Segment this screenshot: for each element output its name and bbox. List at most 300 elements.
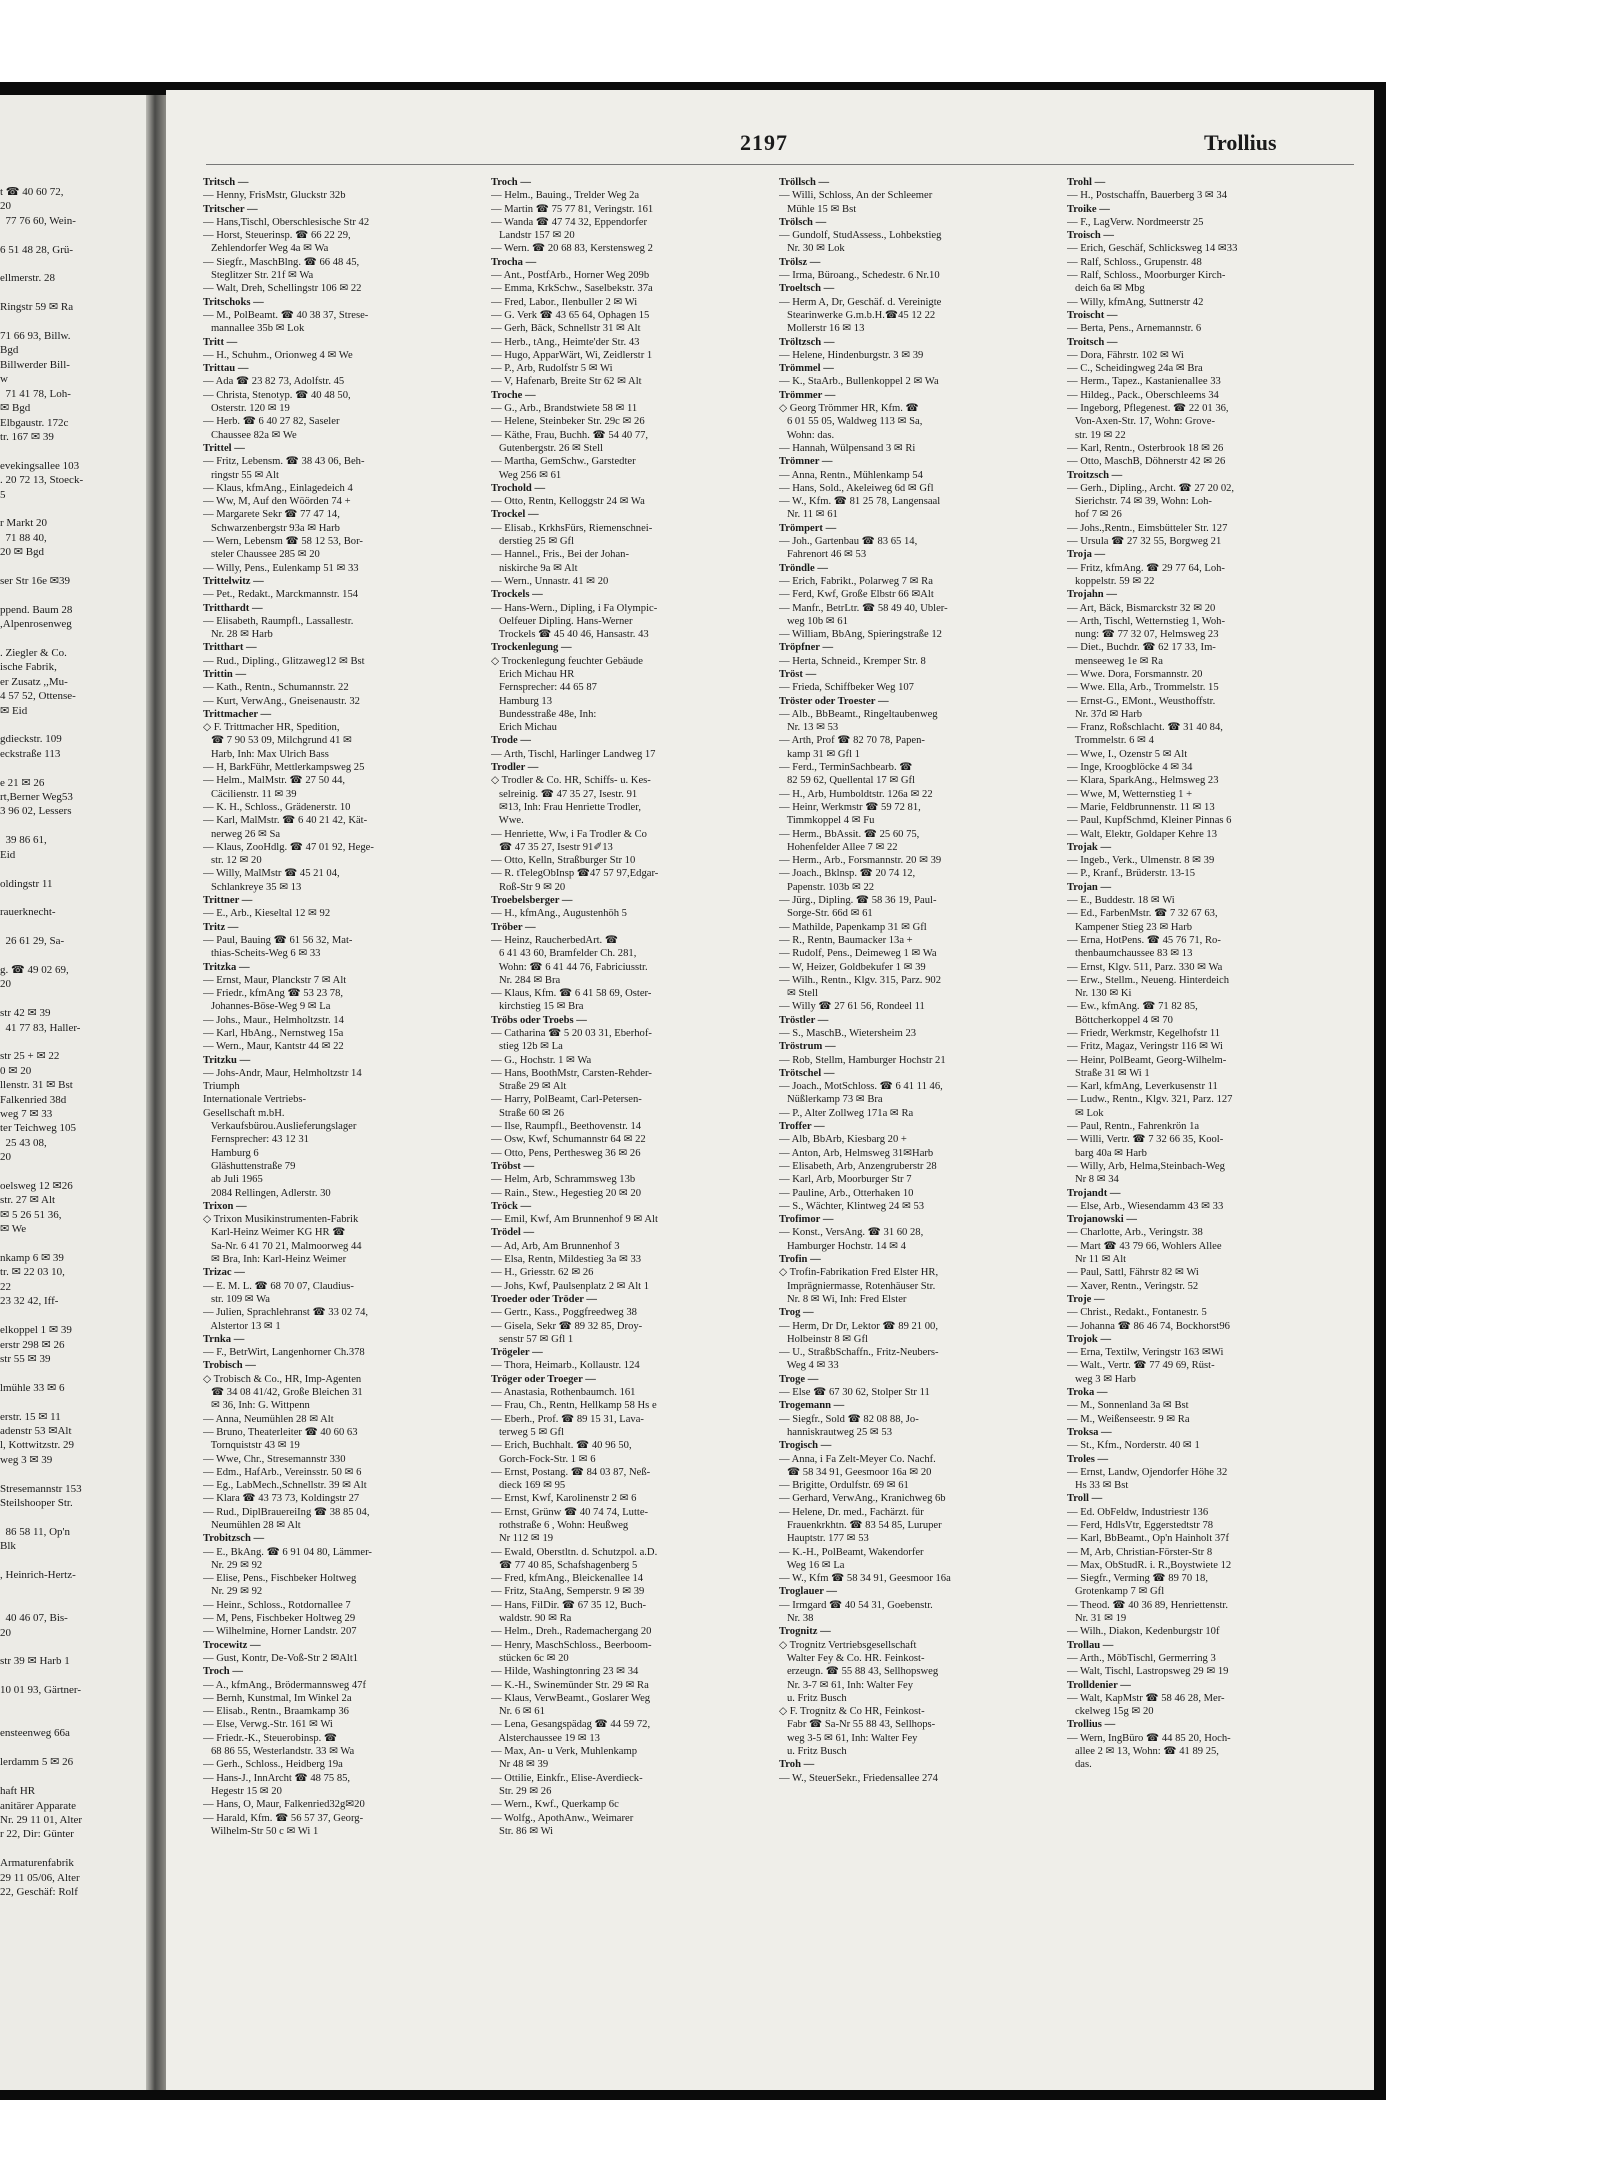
directory-entry: — Henny, FrisMstr, Gluckstr 32b <box>203 190 346 202</box>
left-page-line <box>0 718 146 732</box>
directory-entry: Trodler — <box>491 762 539 774</box>
directory-entry: — Karl, MalMstr. ☎ 6 40 21 42, Kät- <box>203 815 368 827</box>
directory-entry: — Wwe, I., Ozenstr 5 ✉ Alt <box>1067 748 1188 760</box>
directory-entry: ☎ 7 90 53 09, Milchgrund 41 ✉ <box>203 735 352 747</box>
directory-column-2 <box>491 176 773 1838</box>
directory-entry: — Johs., Maur., Helmholtzstr. 14 <box>203 1014 344 1026</box>
directory-entry: stieg 12b ✉ La <box>491 1041 563 1053</box>
directory-entry: 82 59 62, Quellental 17 ✉ Gfl <box>779 775 915 787</box>
directory-entry: Trogemann — <box>779 1400 845 1412</box>
left-page-line: 25 43 08, <box>0 1136 47 1149</box>
directory-entry: Cäcilienstr. 11 ✉ 39 <box>203 788 297 800</box>
directory-entry: — Kurt, VerwAng., Gneisenaustr. 32 <box>203 695 360 707</box>
directory-entry: — Ursula ☎ 27 32 55, Borgweg 21 <box>1067 536 1222 548</box>
directory-entry: Zehlendorfer Weg 4a ✉ Wa <box>203 243 329 255</box>
directory-entry: Wwe. <box>491 815 524 827</box>
directory-entry: — Ada ☎ 23 82 73, Adolfstr. 45 <box>203 376 345 388</box>
left-page-line: , Heinrich-Hertz- <box>0 1569 76 1581</box>
directory-entry: — Wilh., Diakon, Kedenburgstr 10f <box>1067 1626 1220 1638</box>
left-page-line <box>0 1712 146 1726</box>
directory-entry: — Hannah, Wülpensand 3 ✉ Ri <box>779 442 916 454</box>
directory-entry: Trobisch — <box>203 1360 256 1372</box>
directory-entry: Trobitzsch — <box>203 1533 265 1545</box>
left-page-line: Steilshooper Str. <box>0 1496 73 1509</box>
left-page-line <box>0 1554 146 1568</box>
left-page-line: erstr 298 ✉ 26 <box>0 1338 65 1351</box>
directory-entry: — W., Kfm. ☎ 81 25 78, Langensaal <box>779 496 941 508</box>
left-page-line: 77 76 60, Wein- <box>0 214 76 227</box>
directory-entry: ◇ Trognitz Vertriebsgesellschaft <box>779 1639 917 1651</box>
directory-entry: Tritzku — <box>203 1054 251 1066</box>
directory-entry: — Eg., LabMech.,Schnellstr. 39 ✉ Alt <box>203 1480 367 1492</box>
directory-entry: — Emil, Kwf, Am Brunnenhof 9 ✉ Alt <box>491 1214 658 1226</box>
left-page-line: nkamp 6 ✉ 39 <box>0 1252 64 1265</box>
directory-entry: — Helm, Arb, Schrammsweg 13b <box>491 1174 636 1186</box>
directory-entry: — Ottilie, Einkfr., Elise-Averdieck- <box>491 1772 643 1784</box>
directory-column-3 <box>779 176 1061 1838</box>
book-gutter <box>146 95 166 2090</box>
directory-entry: Tröbs oder Troebs — <box>491 1014 587 1026</box>
directory-entry: — Elise, Pens., Fischbeker Holtweg <box>203 1573 357 1585</box>
directory-entry: Mollerstr 16 ✉ 13 <box>779 323 865 335</box>
left-page-line: Stresemannstr 153 <box>0 1482 82 1495</box>
directory-entry: — Otto, MaschB, Döhnerstr 42 ✉ 26 <box>1067 456 1226 468</box>
directory-entry: — Hilde, Washingtonring 23 ✉ 34 <box>491 1666 639 1678</box>
directory-entry: — Siegfr., Verming ☎ 89 70 18, <box>1067 1573 1209 1585</box>
directory-entry: — G., Arb., Brandstwiete 58 ✉ 11 <box>491 403 638 415</box>
directory-entry: Hohenfelder Allee 7 ✉ 22 <box>779 841 898 853</box>
directory-entry: Trockel — <box>491 509 539 521</box>
directory-entry: — E., BkAng. ☎ 6 91 04 80, Lämmer- <box>203 1546 372 1558</box>
directory-entry: Troglauer — <box>779 1586 837 1598</box>
left-page-line: ische Fabrik, <box>0 661 57 674</box>
directory-entry: Trockenlegung — <box>491 642 572 654</box>
directory-entry: Tröger oder Troeger — <box>491 1373 596 1385</box>
directory-entry: menseeweg 1e ✉ Ra <box>1067 655 1163 667</box>
left-page-line <box>0 1035 146 1049</box>
directory-entry: Tritz — <box>203 921 239 933</box>
directory-entry: — M, Pens, Fischbeker Holtweg 29 <box>203 1613 356 1625</box>
directory-entry: — Klara, SparkAng., Helmsweg 23 <box>1067 775 1219 787</box>
left-page-line: Armaturenfabrik <box>0 1857 74 1870</box>
directory-entry: Trognitz — <box>779 1626 831 1638</box>
directory-entry: Weg 16 ✉ La <box>779 1559 845 1571</box>
left-page-line: 71 66 93, Billw. <box>0 330 71 343</box>
left-page-line: 39 86 61, <box>0 834 47 847</box>
directory-entry: — Else ☎ 67 30 62, Stolper Str 11 <box>779 1387 930 1399</box>
left-page-line: tr. ✉ 22 03 10, <box>0 1266 65 1279</box>
directory-entry: — Ferd, HdlsVtr, Eggerstedtstr 78 <box>1067 1519 1214 1531</box>
left-page-line: 22, Geschäf: Rolf <box>0 1885 78 1898</box>
directory-entry: Nr 112 ✉ 19 <box>491 1533 554 1545</box>
directory-entry: Nr 11 ✉ Alt <box>1067 1254 1127 1266</box>
directory-entry: selreinig. ☎ 47 35 27, Isestr. 91 <box>491 788 638 800</box>
directory-entry: — Dora, Fährstr. 102 ✉ Wi <box>1067 349 1184 361</box>
left-page-line <box>0 1165 146 1179</box>
directory-entry: Steglitzer Str. 21f ✉ Wa <box>203 270 314 282</box>
directory-entry: — Anton, Arb, Helmsweg 31✉Harb <box>779 1147 934 1159</box>
directory-entry: ◇ Trodler & Co. HR, Schiffs- u. Kes- <box>491 775 651 787</box>
directory-entry: — Karl, Rentn., Osterbrook 18 ✉ 26 <box>1067 442 1224 454</box>
directory-entry: Gläshuttenstraße 79 <box>203 1160 296 1172</box>
directory-entry: Trofin — <box>779 1254 821 1266</box>
directory-entry: — K.-H., Swinemünder Str. 29 ✉ Ra <box>491 1679 649 1691</box>
left-page-line: 10 01 93, Gärtner- <box>0 1684 82 1697</box>
left-page-line: str 25 + ✉ 22 <box>0 1050 60 1063</box>
directory-entry: derstieg 25 ✉ Gfl <box>491 536 575 548</box>
left-page-line: str. 27 ✉ Alt <box>0 1194 56 1207</box>
directory-entry: — W., SteuerSekr., Friedensallee 274 <box>779 1772 938 1784</box>
left-page-line: 41 77 83, Haller- <box>0 1021 81 1034</box>
directory-entry: — Helm., MalMstr. ☎ 27 50 44, <box>203 775 346 787</box>
left-page-line <box>0 560 146 574</box>
directory-entry: Trittin — <box>203 668 247 680</box>
directory-entry: — Hildeg., Pack., Oberschleems 34 <box>1067 389 1219 401</box>
left-page-line: ✉ Eid <box>0 704 28 717</box>
left-page-line: 26 61 29, Sa- <box>0 935 65 948</box>
directory-entry: — P., Kranf., Brüderstr. 13-15 <box>1067 868 1195 880</box>
directory-entry: Triumph <box>203 1081 240 1093</box>
directory-entry: Tornquiststr 43 ✉ 19 <box>203 1440 300 1452</box>
directory-entry: das. <box>1067 1759 1092 1771</box>
directory-entry: Tritthardt — <box>203 602 263 614</box>
directory-entry: Hs 33 ✉ Bst <box>1067 1480 1129 1492</box>
left-page-line <box>0 1467 146 1481</box>
directory-entry: — Walt., Vertr. ☎ 77 49 69, Rüst- <box>1067 1360 1215 1372</box>
directory-entry: Oelfeuer Dipling. Hans-Werner <box>491 615 633 627</box>
directory-entry: — F., BetrWirt, Langenhorner Ch.378 <box>203 1347 365 1359</box>
directory-entry: Trockels — <box>491 589 543 601</box>
directory-entry: — Elisab., Rentn., Braamkamp 36 <box>203 1706 349 1718</box>
left-page-line: str 42 ✉ 39 <box>0 1007 51 1020</box>
directory-entry: — P., Arb, Rudolfstr 5 ✉ Wi <box>491 363 613 375</box>
directory-entry: — Ludw., Rentn., Klgv. 321, Parz. 127 <box>1067 1094 1233 1106</box>
left-page-line: anitärer Apparate <box>0 1799 77 1812</box>
directory-entry: Trittau — <box>203 363 249 375</box>
directory-entry: Fernsprecher: 43 12 31 <box>203 1134 309 1146</box>
directory-entry: u. Fritz Busch <box>779 1746 847 1758</box>
directory-entry: — Wern., Maur, Kantstr 44 ✉ 22 <box>203 1041 344 1053</box>
directory-entry: — K., StaArb., Bullenkoppel 2 ✉ Wa <box>779 376 939 388</box>
left-page-line: g. ☎ 49 02 69, <box>0 963 69 976</box>
directory-entry: — Joach., Bklnsp. ☎ 20 74 12, <box>779 868 916 880</box>
left-page-line: rt,Berner Weg53 <box>0 791 73 804</box>
directory-entry: — H., Postschaffn, Bauerberg 3 ✉ 34 <box>1067 190 1228 202</box>
directory-entry: Nr. 38 <box>779 1613 814 1625</box>
directory-entry: — Inge, Kroogblöcke 4 ✉ 34 <box>1067 762 1193 774</box>
directory-entry: — Mathilde, Papenkamp 31 ✉ Gfl <box>779 921 927 933</box>
directory-entry: ✉ Stell <box>779 988 818 1000</box>
directory-entry: waldstr. 90 ✉ Ra <box>491 1613 572 1625</box>
directory-entry: Nr. 8 ✉ Wi, Inh: Fred Elster <box>779 1293 907 1305</box>
directory-entry: Trittel — <box>203 442 245 454</box>
header-rule <box>206 164 1354 165</box>
directory-entry: Osterstr. 120 ✉ 19 <box>203 403 290 415</box>
directory-entry: Trolldenier — <box>1067 1679 1131 1691</box>
directory-entry: ◇ Trobisch & Co., HR, Imp-Agenten <box>203 1373 362 1385</box>
directory-entry: Wilhelm-Str 50 c ✉ Wi 1 <box>203 1825 319 1837</box>
directory-entry: Tritt — <box>203 336 238 348</box>
directory-entry: — Erich, Fabrikt., Polarweg 7 ✉ Ra <box>779 575 933 587</box>
left-page-line: str 39 ✉ Harb 1 <box>0 1655 70 1668</box>
directory-entry: Karl-Heinz Weimer KG HR ☎ <box>203 1227 346 1239</box>
directory-entry: — S., MaschB., Wietersheim 23 <box>779 1028 917 1039</box>
left-page-line: 86 58 11, Op'n <box>0 1525 71 1538</box>
directory-entry: — Rob, Stellm, Hamburger Hochstr 21 <box>779 1054 946 1066</box>
directory-entry: Troisch — <box>1067 230 1114 242</box>
directory-entry: Trittner — <box>203 895 253 907</box>
left-page-line: str 55 ✉ 39 <box>0 1352 51 1365</box>
directory-entry: — Ferd., TerminSachbearb. ☎ <box>779 762 913 774</box>
directory-entry: Troebelsberger — <box>491 895 573 907</box>
directory-entry: Frauenkrkhtn. ☎ 83 54 85, Luruper <box>779 1519 942 1531</box>
left-page-line <box>0 920 146 934</box>
directory-entry: niskirche 9a ✉ Alt <box>491 562 578 574</box>
directory-entry: — Ingeborg, Pflegenest. ☎ 22 01 36, <box>1067 403 1229 415</box>
directory-entry: str. 109 ✉ Wa <box>203 1293 270 1305</box>
directory-entry: — Christ., Redakt., Fontanestr. 5 <box>1067 1307 1207 1319</box>
directory-entry: — William, BbAng, Spieringstraße 12 <box>779 629 942 641</box>
left-page-line: Nr. 29 11 01, Alter <box>0 1813 83 1826</box>
directory-entry: — A., kfmAng., Brödermannsweg 47f <box>203 1679 367 1691</box>
directory-entry: — Thora, Heimarb., Kollaustr. 124 <box>491 1360 640 1372</box>
directory-entry: — Gerh., Dipling., Archt. ☎ 27 20 02, <box>1067 482 1235 494</box>
directory-entry: — Wern., Unnastr. 41 ✉ 20 <box>491 575 609 587</box>
left-page-line: r Markt 20 <box>0 517 48 530</box>
directory-entry: — Hans, Sold., Akeleiweg 6d ✉ Gfl <box>779 482 934 494</box>
directory-entry: — Wern, Lebensm ☎ 58 12 53, Bor- <box>203 536 363 548</box>
directory-entry: Hamburg 13 <box>491 695 553 707</box>
left-page-line: rauerknecht- <box>0 906 56 919</box>
directory-entry: Schlankreye 35 ✉ 13 <box>203 881 302 893</box>
left-page-line: evekingsallee 103 <box>0 459 80 472</box>
directory-entry: thenbaumchaussee 83 ✉ 13 <box>1067 948 1193 960</box>
directory-entry: — Fred, kfmAng., Bleickenallee 14 <box>491 1573 644 1585</box>
directory-entry: — Arth, Tischl, Wetternstieg 1, Woh- <box>1067 615 1225 627</box>
directory-entry: — Lena, Gesangspädag ☎ 44 59 72, <box>491 1719 651 1731</box>
directory-entry: — R., Rentn, Baumacker 13a + <box>779 934 913 946</box>
left-page-line <box>0 1309 146 1323</box>
directory-entry: weg 10b ✉ 61 <box>779 615 848 627</box>
directory-entry: Trojan — <box>1067 881 1112 893</box>
directory-entry: Trollau — <box>1067 1639 1114 1651</box>
left-page-line: gdieckstr. 109 <box>0 733 62 746</box>
directory-entry: Schwarzenbergstr 93a ✉ Harb <box>203 522 340 534</box>
directory-entry: — Gerhard, VerwAng., Kranichweg 6b <box>779 1493 946 1505</box>
directory-entry: Walter Fey & Co. HR. Feinkost- <box>779 1652 925 1664</box>
directory-entry: Nr. 11 ✉ 61 <box>779 509 838 521</box>
directory-entry: Trölsch — <box>779 216 827 228</box>
directory-entry: Troike — <box>1067 203 1110 215</box>
directory-entry: — Helene, Hindenburgstr. 3 ✉ 39 <box>779 349 924 361</box>
directory-entry: Fahrenort 46 ✉ 53 <box>779 549 867 561</box>
directory-entry: — Herm., Tapez., Kastanienallee 33 <box>1067 376 1221 388</box>
right-page <box>166 90 1374 2090</box>
directory-entry: — Hans-Wern., Dipling, i Fa Olympic- <box>491 602 658 614</box>
left-page-line: 40 46 07, Bis- <box>0 1612 68 1625</box>
left-page-line: ✉ Bgd <box>0 402 31 415</box>
directory-entry: — Gundolf, StudAssess., Lohbekstieg <box>779 230 942 242</box>
left-page-line: t ☎ 40 60 72, <box>0 186 64 198</box>
directory-entry: — Arth, Tischl, Harlinger Landweg 17 <box>491 748 656 760</box>
left-page-line <box>0 862 146 876</box>
left-page-line: 71 88 40, <box>0 531 47 544</box>
directory-entry: Internationale Vertriebs- <box>203 1094 307 1106</box>
directory-entry: — Klaus, VerwBeamt., Goslarer Weg <box>491 1692 651 1704</box>
directory-entry: barg 40a ✉ Harb <box>1067 1147 1147 1159</box>
directory-entry: Tritsch — <box>203 177 249 188</box>
left-page-line <box>0 588 146 602</box>
directory-entry: — Johs-Andr, Maur, Helmholtzstr 14 <box>203 1067 362 1079</box>
directory-entry: stücken 6c ✉ 20 <box>491 1652 569 1664</box>
directory-entry: deich 6a ✉ Mbg <box>1067 283 1145 295</box>
directory-entry: — Paul, Bauing ☎ 61 56 32, Mat- <box>203 934 353 946</box>
directory-entry: — Ewald, Oberstltn. d. Schutzpol. a.D. <box>491 1546 658 1558</box>
left-page-line: ✉ 5 26 51 36, <box>0 1208 62 1221</box>
directory-entry: — Heinr., Schloss., Rotdornallee 7 <box>203 1599 351 1611</box>
directory-entry: erzeugn. ☎ 55 88 43, Sellhopsweg <box>779 1666 939 1678</box>
left-page-line: 22 <box>0 1280 11 1293</box>
directory-entry: — Erna, HotPens. ☎ 45 76 71, Ro- <box>1067 934 1221 946</box>
directory-entry: — Ernst-G., EMont., Weusthoffstr. <box>1067 695 1216 707</box>
directory-entry: — Henry, MaschSchloss., Beerboom- <box>491 1639 652 1651</box>
directory-entry: Wohn: das. <box>779 429 835 441</box>
directory-entry: — Ed., FarbenMstr. ☎ 7 32 67 63, <box>1067 908 1218 920</box>
left-page-line: 20 ✉ Bgd <box>0 546 45 559</box>
directory-entry: — Walt, KapMstr ☎ 58 46 28, Mer- <box>1067 1692 1225 1704</box>
directory-entry: — Heinr, Werkmstr ☎ 59 72 81, <box>779 801 921 813</box>
directory-entry: — Gertr., Kass., Poggfreedweg 38 <box>491 1307 637 1319</box>
directory-entry: Nr. 13 ✉ 53 <box>779 722 839 734</box>
left-page-line: oldingstr 11 <box>0 877 53 890</box>
directory-entry: — Willy, Pens., Eulenkamp 51 ✉ 33 <box>203 562 359 574</box>
directory-entry: — Wanda ☎ 47 74 32, Eppendorfer <box>491 216 648 228</box>
directory-entry: — Kath., Rentn., Schumannstr. 22 <box>203 682 349 694</box>
directory-entry: Hamburger Hochstr. 14 ✉ 4 <box>779 1240 906 1252</box>
directory-entry: Troja — <box>1067 549 1106 561</box>
left-page-line: adenstr 53 ✉Alt <box>0 1424 72 1437</box>
directory-entry: — Elisabeth, Raumpfl., Lassallestr. <box>203 615 354 627</box>
directory-entry: — Ed. ObFeldw, Industriestr 136 <box>1067 1506 1209 1518</box>
directory-entry: Tröndle — <box>779 562 828 574</box>
directory-entry: — Harald, Kfm. ☎ 56 57 37, Georg- <box>203 1812 364 1824</box>
directory-entry: — Ew., kfmAng. ☎ 71 82 85, <box>1067 1001 1198 1013</box>
running-head: Trollius <box>1204 130 1277 155</box>
directory-entry: — Karl, kfmAng, Leverkusenstr 11 <box>1067 1081 1218 1093</box>
directory-entry: — Anna, i Fa Zelt-Meyer Co. Nachf. <box>779 1453 936 1465</box>
directory-entry: Weg 256 ✉ 61 <box>491 469 562 481</box>
directory-entry: — Helm., Bauing., Trelder Weg 2a <box>491 190 640 202</box>
directory-entry: Nr. 31 ✉ 19 <box>1067 1613 1127 1625</box>
directory-entry: Tritschoks — <box>203 296 264 308</box>
directory-entry: Troffer — <box>779 1121 825 1133</box>
left-page-line <box>0 1741 146 1755</box>
directory-entry: ◇ F. Trognitz & Co HR, Feinkost- <box>779 1706 925 1718</box>
directory-entry: — Fritz, kfmAng. ☎ 29 77 64, Loh- <box>1067 562 1225 574</box>
directory-entry: — K.-H., PolBeamt, Wakendorfer <box>779 1546 924 1558</box>
left-page-line <box>0 761 146 775</box>
directory-entry: — Else, Arb., Wiesendamm 43 ✉ 33 <box>1067 1200 1224 1212</box>
directory-entry: — Max, ObStudR. i. R.,Boystwiete 12 <box>1067 1559 1232 1571</box>
directory-entry: — Wwe, M, Wetternstieg 1 + <box>1067 788 1193 800</box>
directory-entry: — Pauline, Arb., Otterhaken 10 <box>779 1187 914 1199</box>
directory-entry: — Wwe. Dora, Forsmannstr. 20 <box>1067 668 1203 680</box>
directory-entry: Nüßlerkamp 73 ✉ Bra <box>779 1094 883 1106</box>
directory-entry: — Horst, Steuerinsp. ☎ 66 22 29, <box>203 230 351 242</box>
directory-entry: str. 12 ✉ 20 <box>203 855 262 867</box>
directory-entry: — Brigitte, Ordulfstr. 69 ✉ 61 <box>779 1480 909 1492</box>
directory-entry: Troitsch — <box>1067 336 1118 348</box>
directory-entry: nerweg 26 ✉ Sa <box>203 828 281 840</box>
directory-entry: ✉ Bra, Inh: Karl-Heinz Weimer <box>203 1254 347 1266</box>
directory-columns <box>203 176 1363 1838</box>
directory-entry: — Rain., Stew., Hegestieg 20 ✉ 20 <box>491 1187 642 1199</box>
directory-entry: — Pet., Redakt., Marckmannstr. 154 <box>203 589 359 601</box>
directory-entry: — Wilhelmine, Horner Landstr. 207 <box>203 1626 357 1638</box>
directory-entry: — Arth, Prof ☎ 82 70 78, Papen- <box>779 735 925 747</box>
directory-entry: Trömpert — <box>779 522 837 534</box>
directory-entry: — Klaus, kfmAng., Einlagedeich 4 <box>203 482 353 494</box>
directory-entry: — Marie, Feldbrunnenstr. 11 ✉ 13 <box>1067 801 1215 813</box>
directory-entry: — Xaver, Rentn., Veringstr. 52 <box>1067 1280 1199 1292</box>
directory-entry: — Fritz, StaAng, Semperstr. 9 ✉ 39 <box>491 1586 645 1598</box>
directory-entry: Roß-Str 9 ✉ 20 <box>491 881 566 893</box>
directory-entry: — Paul, KupfSchmd, Kleiner Pinnas 6 <box>1067 815 1232 827</box>
directory-entry: Nr. 37d ✉ Harb <box>1067 708 1143 720</box>
left-page-line: 5 <box>0 488 6 501</box>
directory-entry: — Catharina ☎ 5 20 03 31, Eberhof- <box>491 1028 652 1039</box>
left-page-line: 6 51 48 28, Grü- <box>0 243 74 256</box>
left-page-line: weg 3 ✉ 39 <box>0 1453 53 1466</box>
directory-entry: — Herb., tAng., Heimte'der Str. 43 <box>491 336 640 348</box>
left-page-line: 71 41 78, Loh- <box>0 387 71 400</box>
directory-entry: 6 41 43 60, Bramfelder Ch. 281, <box>491 948 637 960</box>
directory-entry: — Herm., BbAssit. ☎ 25 60 75, <box>779 828 920 840</box>
directory-entry: nung: ☎ 77 32 07, Helmsweg 23 <box>1067 629 1219 641</box>
directory-entry: Trnka — <box>203 1333 245 1345</box>
left-page-line <box>0 949 146 963</box>
directory-entry: — Ralf, Schloss., Grupenstr. 48 <box>1067 256 1202 268</box>
directory-entry: — Ernst, Klgv. 511, Parz. 330 ✉ Wa <box>1067 961 1223 973</box>
directory-entry: kirchstieg 15 ✉ Bra <box>491 1001 584 1013</box>
directory-entry: mannallee 35b ✉ Lok <box>203 323 305 335</box>
directory-entry: Tröltzsch — <box>779 336 835 348</box>
directory-entry: Grotenkamp 7 ✉ Gfl <box>1067 1586 1165 1598</box>
directory-entry: — Hans,Tischl, Oberschlesische Str 42 <box>203 216 370 228</box>
directory-entry: — Diet., Buchdr. ☎ 62 17 33, Im- <box>1067 642 1216 654</box>
left-page-line: 4 57 52, Ottense- <box>0 690 76 703</box>
directory-entry: — Art, Bäck, Bismarckstr 32 ✉ 20 <box>1067 602 1216 614</box>
left-page-line: tr. 167 ✉ 39 <box>0 430 54 443</box>
directory-entry: — Klara ☎ 43 73 73, Koldingstr 27 <box>203 1493 360 1505</box>
directory-entry: Alstertor 13 ✉ 1 <box>203 1320 281 1332</box>
directory-entry: Trogisch — <box>779 1440 832 1452</box>
directory-entry: Nr. 130 ✉ Ki <box>1067 988 1132 1000</box>
directory-entry: — Rud., Dipling., Glitzaweg12 ✉ Bst <box>203 655 365 667</box>
directory-entry: — Jürg., Dipling. ☎ 58 36 19, Paul- <box>779 895 937 907</box>
directory-entry: — Alb., BbBeamt., Ringeltaubenweg <box>779 708 938 720</box>
directory-entry: Weg 4 ✉ 33 <box>779 1360 839 1372</box>
directory-entry: Gorch-Fock-Str. 1 ✉ 6 <box>491 1453 596 1465</box>
left-page-line: Ringstr 59 ✉ Ra <box>0 301 74 314</box>
directory-entry: ◇ Trixon Musikinstrumenten-Fabrik <box>203 1214 359 1226</box>
directory-entry: — Karl, Arb, Moorburger Str 7 <box>779 1174 912 1186</box>
directory-entry: — Ralf, Schloss., Moorburger Kirch- <box>1067 270 1226 282</box>
directory-entry: Trockels ☎ 45 40 46, Hansastr. 43 <box>491 629 649 641</box>
left-page-line <box>0 1395 146 1409</box>
directory-entry: — K. H., Schloss., Grädenerstr. 10 <box>203 801 351 813</box>
directory-entry: — E., Buddestr. 18 ✉ Wi <box>1067 895 1175 907</box>
